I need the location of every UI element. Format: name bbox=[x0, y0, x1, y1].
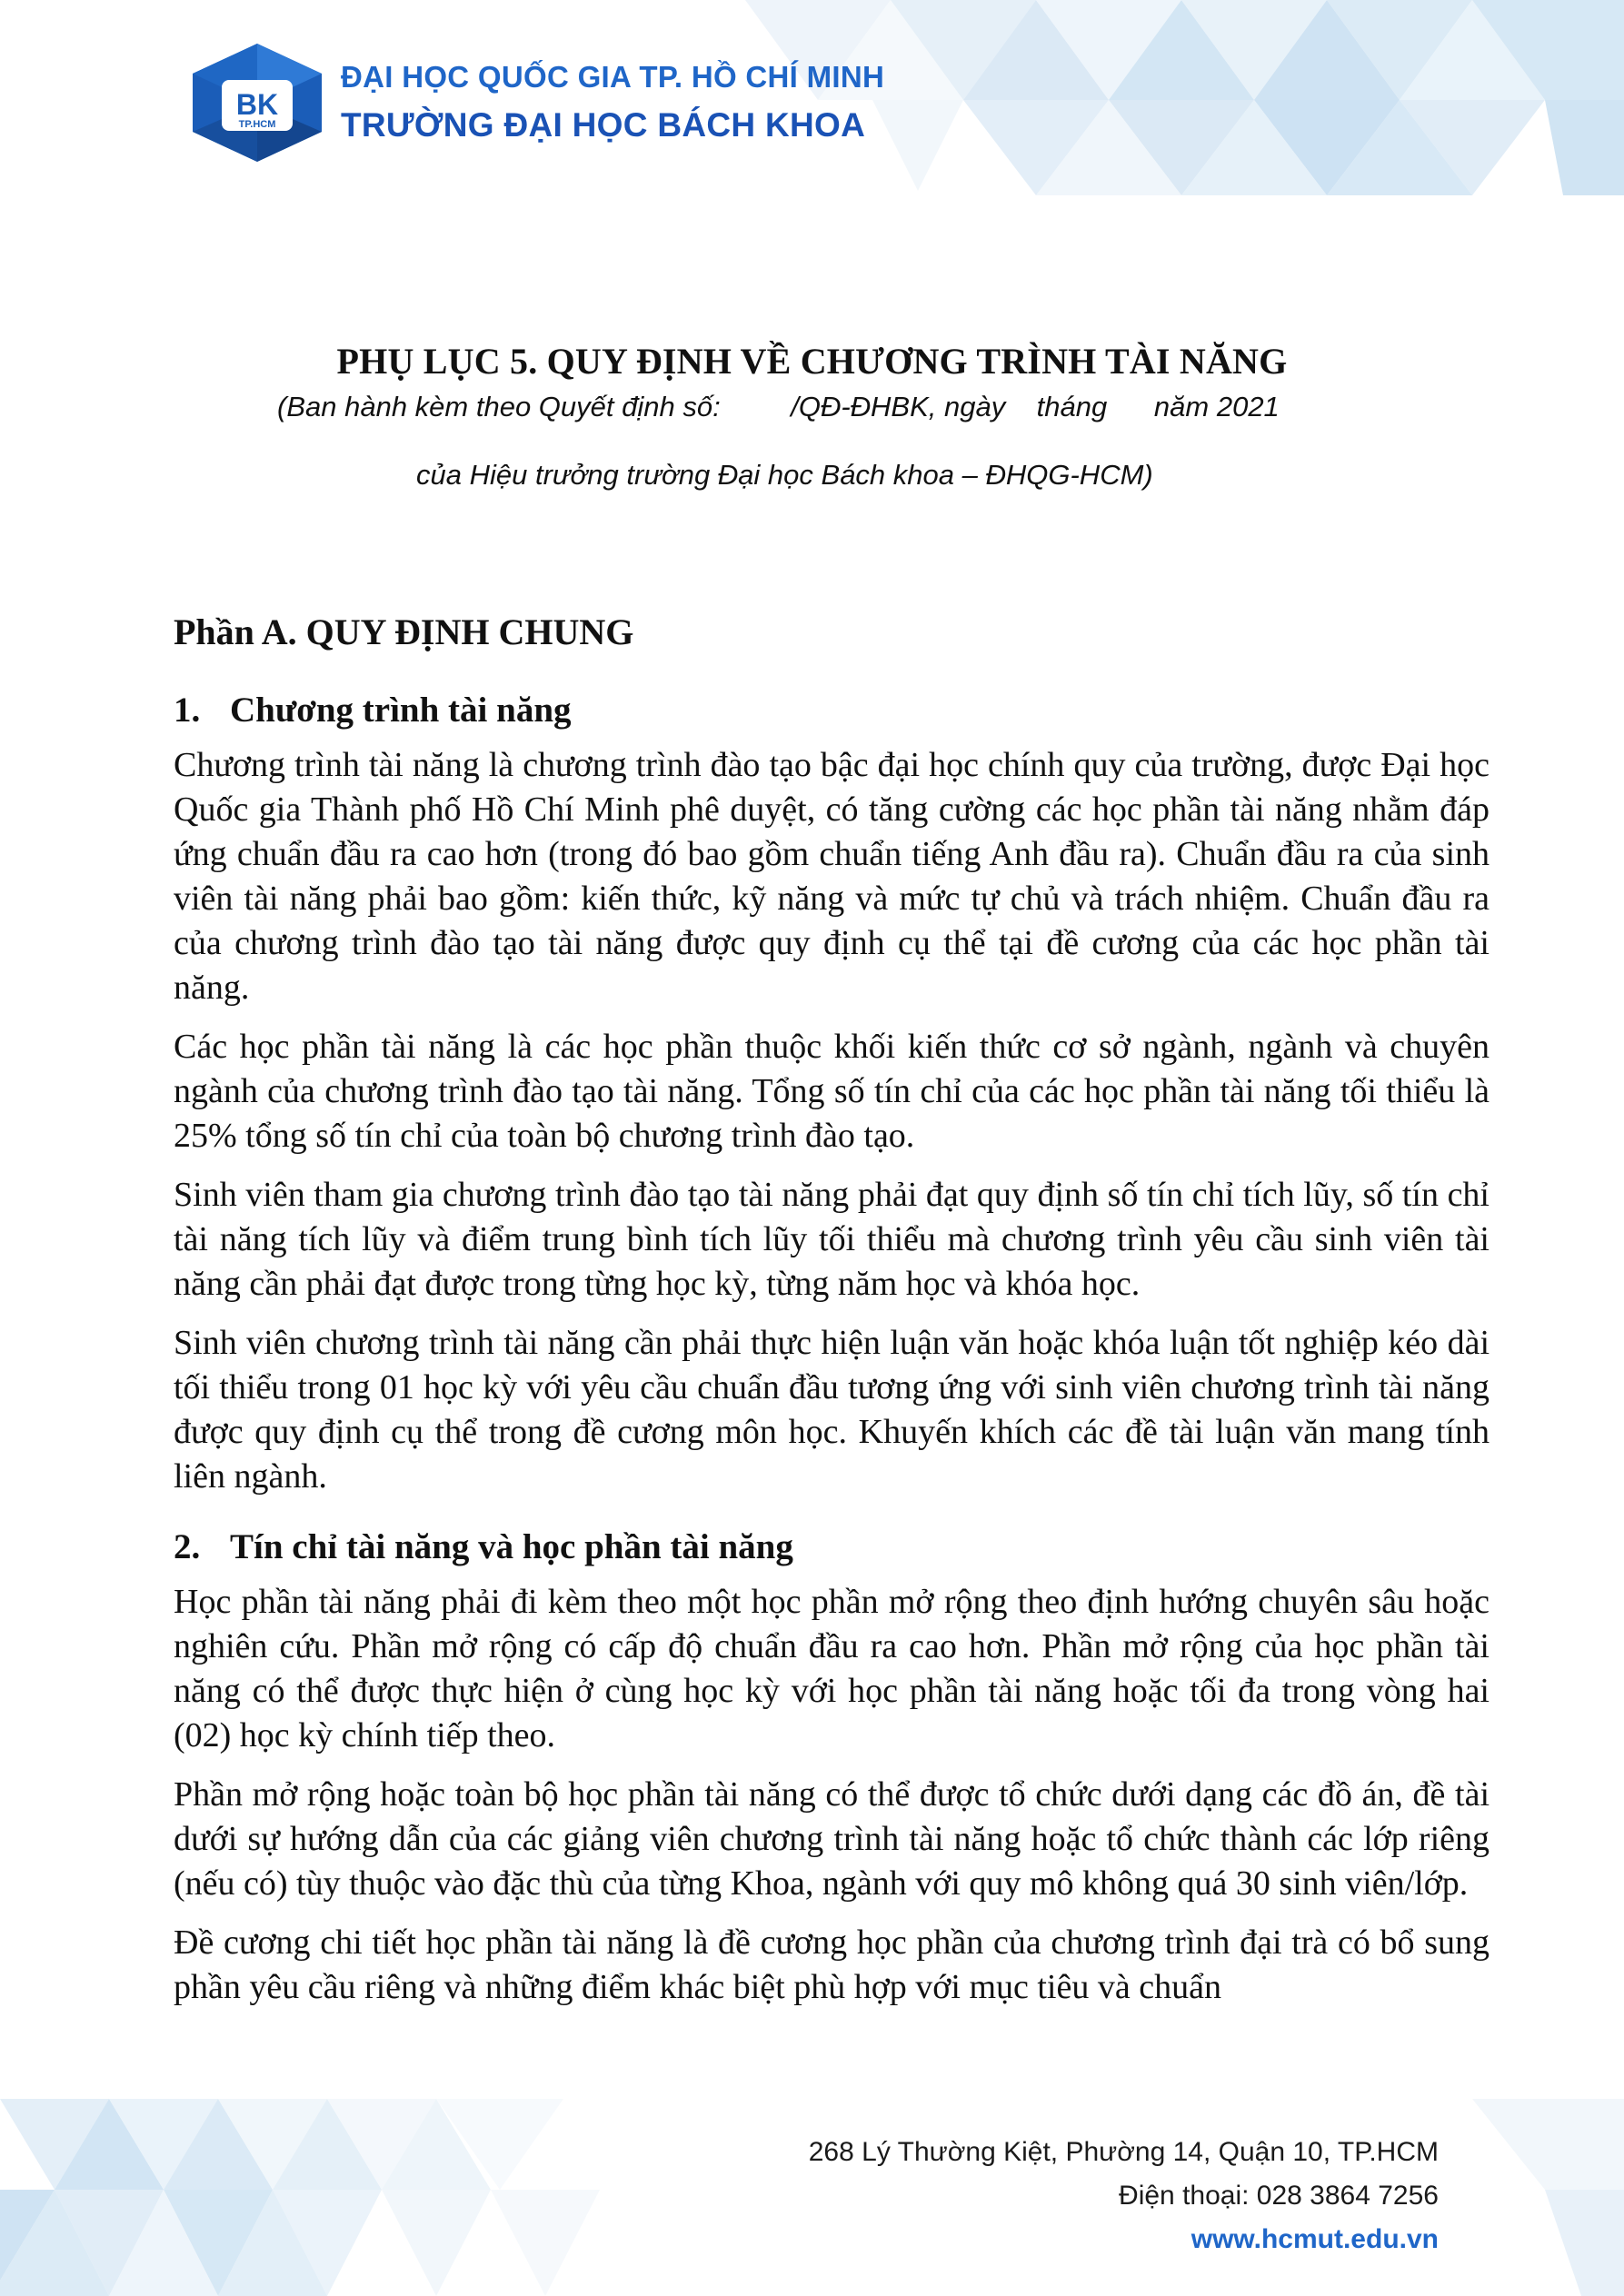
university-logo bbox=[193, 44, 322, 162]
logo-graphic bbox=[193, 44, 322, 162]
section-number: 1. bbox=[174, 691, 201, 730]
logo-subtext: TP.HCM bbox=[238, 119, 276, 130]
part-heading: Phần A. QUY ĐỊNH CHUNG bbox=[174, 611, 634, 652]
paragraph: Sinh viên tham gia chương trình đào tạo tài năng phải đạt quy định số tín chỉ tích lũy, số tín chỉ tài năng tích lũy và điểm trung bình tích lũy tối thiểu mà chương trình yêu cầu sinh viên tài năng cần phải đạt được trong từng học kỳ, từng năm học và khóa học. bbox=[174, 1176, 1489, 1303]
section-number: 2. bbox=[174, 1527, 201, 1566]
paragraph: Đề cương chi tiết học phần tài năng là đề cương học phần của chương trình đại trà có bổ sung phần yêu cầu riêng và những điểm khác biệt phù hợp với mục tiêu và chuẩn bbox=[174, 1923, 1489, 2006]
footer-address: 268 Lý Thường Kiệt, Phường 14, Quận 10, TP.HCM bbox=[808, 2137, 1439, 2167]
paragraph: Học phần tài năng phải đi kèm theo một học phần mở rộng theo định hướng chuyên sâu hoặc nghiên cứu. Phần mở rộng có cấp độ chuẩn đầu ra cao hơn. Phần mở rộng của học phần tài năng có thể được thực hiện ở cùng học kỳ với học phần tài năng hoặc tối đa trong vòng hai (02) học kỳ chính tiếp theo. bbox=[174, 1583, 1489, 1754]
section-heading bbox=[174, 690, 1489, 731]
footer-phone: Điện thoại: 028 3864 7256 bbox=[1119, 2181, 1439, 2211]
paragraph: Phần mở rộng hoặc toàn bộ học phần tài năng có thể được tổ chức dưới dạng các đồ án, đề tài dưới sự hướng dẫn của các giảng viên chương trình tài năng hoặc tổ chức thành các lớp riêng (nếu có) tùy thuộc vào đặc thù của từng Khoa, ngành với quy mô không quá 30 sinh viên/lớp. bbox=[174, 1775, 1489, 1903]
document-body bbox=[174, 611, 1489, 2010]
document-subtitle-line2: của Hiệu trưởng trường Đại học Bách khoa – ĐHQG-HCM) bbox=[416, 459, 1153, 491]
paragraph: Sinh viên chương trình tài năng cần phải thực hiện luận văn hoặc khóa luận tốt nghiệp kéo dài tối thiểu trong 01 học kỳ với yêu cầu chuẩn đầu tương ứng với sinh viên chương trình tài năng được quy định cụ thể trong đề cương môn học. Khuyến khích các đề tài luận văn mang tính liên ngành. bbox=[174, 1324, 1489, 1496]
section-title: Chương trình tài năng bbox=[230, 691, 572, 730]
document-title: PHỤ LỤC 5. QUY ĐỊNH VỀ CHƯƠNG TRÌNH TÀI NĂNG bbox=[336, 341, 1288, 382]
paragraph: Các học phần tài năng là các học phần thuộc khối kiến thức cơ sở ngành, ngành và chuyên ngành của chương trình đào tạo tài năng. Tổng số tín chỉ của các học phần tài năng tối thiểu là 25% tổng số tín chỉ của toàn bộ chương trình đào tạo. bbox=[174, 1028, 1489, 1155]
university-name: TRƯỜNG ĐẠI HỌC BÁCH KHOA bbox=[341, 106, 866, 144]
university-parent-name: ĐẠI HỌC QUỐC GIA TP. HỒ CHÍ MINH bbox=[341, 60, 885, 94]
logo-text: BK bbox=[235, 88, 279, 121]
document-subtitle-line1: (Ban hành kèm theo Quyết định số: /QĐ-ĐHBK, ngày tháng năm 2021 bbox=[277, 391, 1280, 422]
footer-website-link[interactable]: www.hcmut.edu.vn bbox=[1191, 2224, 1439, 2254]
section-heading bbox=[174, 1526, 1489, 1567]
section-title: Tín chỉ tài năng và học phần tài năng bbox=[230, 1527, 793, 1566]
paragraph: Chương trình tài năng là chương trình đào tạo bậc đại học chính quy của trường, được Đại học Quốc gia Thành phố Hồ Chí Minh phê duyệt, có tăng cường các học phần tài năng nhằm đáp ứng chuẩn đầu ra cao hơn (trong đó bao gồm chuẩn tiếng Anh đầu ra). Chuẩn đầu ra của sinh viên tài năng phải bao gồm: kiến thức, kỹ năng và mức tự chủ và trách nhiệm. Chuẩn đầu ra của chương trình đào tạo tài năng được quy định cụ thể tại đề cương của các học phần tài năng. bbox=[174, 746, 1489, 1007]
